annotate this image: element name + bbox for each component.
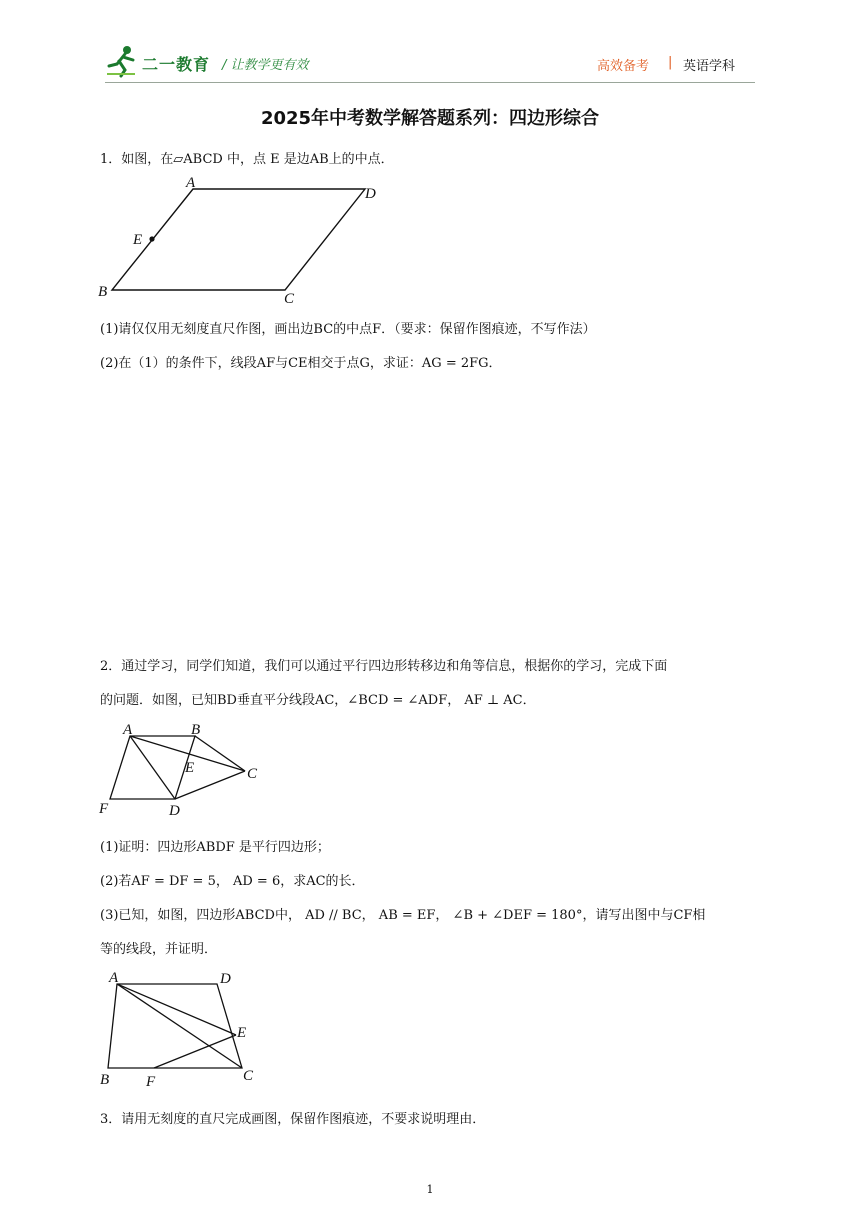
fig1-label-d: D <box>169 803 180 819</box>
fig1-label-e: E <box>185 760 195 776</box>
header-divider <box>105 82 755 83</box>
label-e: E <box>133 232 143 248</box>
point-e <box>149 236 154 241</box>
page-number: 1 <box>426 1183 434 1196</box>
page-title: 2025年中考数学解答题系列：四边形综合 <box>260 108 600 129</box>
problem2-figure2 <box>92 962 267 1090</box>
problem2-figure1 <box>95 716 275 820</box>
label-b: B <box>98 284 108 300</box>
problem1-intro: 1．如图，在▱ABCD 中，点 E 是边AB上的中点． <box>100 152 394 167</box>
fig2-label-f: F <box>146 1074 156 1090</box>
problem2-q1: (1)证明：四边形ABDF 是平行四边形； <box>100 840 330 855</box>
runner-logo-icon <box>105 44 139 78</box>
fig1-label-f: F <box>99 801 109 817</box>
fig2-label-a: A <box>109 970 119 986</box>
problem3-intro: 3．请用无刻度的直尺完成画图，保留作图痕迹，不要求说明理由． <box>100 1112 486 1127</box>
problem2-intro-line1: 2．通过学习，同学们知道，我们可以通过平行四边形转移边和角等信息，根据你的学习，完成下面 <box>100 659 668 674</box>
problem1-q1: (1)请仅仅用无刻度直尺作图，画出边BC的中点F．（要求：保留作图痕迹，不写作法） <box>100 322 596 337</box>
brand-name: 二一教育 <box>142 55 211 74</box>
problem2-intro-line2: 的问题．如图，已知BD垂直平分线段AC，∠BCD = ∠ADF， AF ⊥ AC． <box>100 693 536 708</box>
quadrilateral-abcd <box>108 984 242 1068</box>
problem2-q3-line2: 等的线段，并证明． <box>100 942 218 957</box>
fig2-label-d: D <box>220 971 231 987</box>
fig2-label-c: C <box>243 1068 254 1084</box>
problem1-q2: (2)在（1）的条件下，线段AF与CE相交于点G，求证：AG = 2FG． <box>100 356 502 371</box>
fig1-label-a: A <box>123 722 133 738</box>
tag-subject: 英语学科 <box>683 59 736 74</box>
problem1-figure <box>95 172 395 308</box>
page-header <box>0 0 860 90</box>
problem2-q3-line1: (3)已知，如图，四边形ABCD中， AD // BC， AB = EF， ∠B + ∠DEF = 180°，请写出图中与CF相 <box>100 908 706 923</box>
header-separator: | <box>668 55 673 70</box>
label-a: A <box>186 175 196 191</box>
fig1-label-b: B <box>191 722 201 738</box>
label-c: C <box>284 291 295 307</box>
fig2-label-b: B <box>100 1072 110 1088</box>
tag-exam-prep: 高效备考 <box>597 59 650 74</box>
brand-slogan: / 让教学更有效 <box>222 58 309 73</box>
fig1-label-c: C <box>247 766 258 782</box>
label-d: D <box>365 186 376 202</box>
fig2-label-e: E <box>237 1025 247 1041</box>
problem2-q2: (2)若AF = DF = 5， AD = 6，求AC的长． <box>100 874 365 889</box>
